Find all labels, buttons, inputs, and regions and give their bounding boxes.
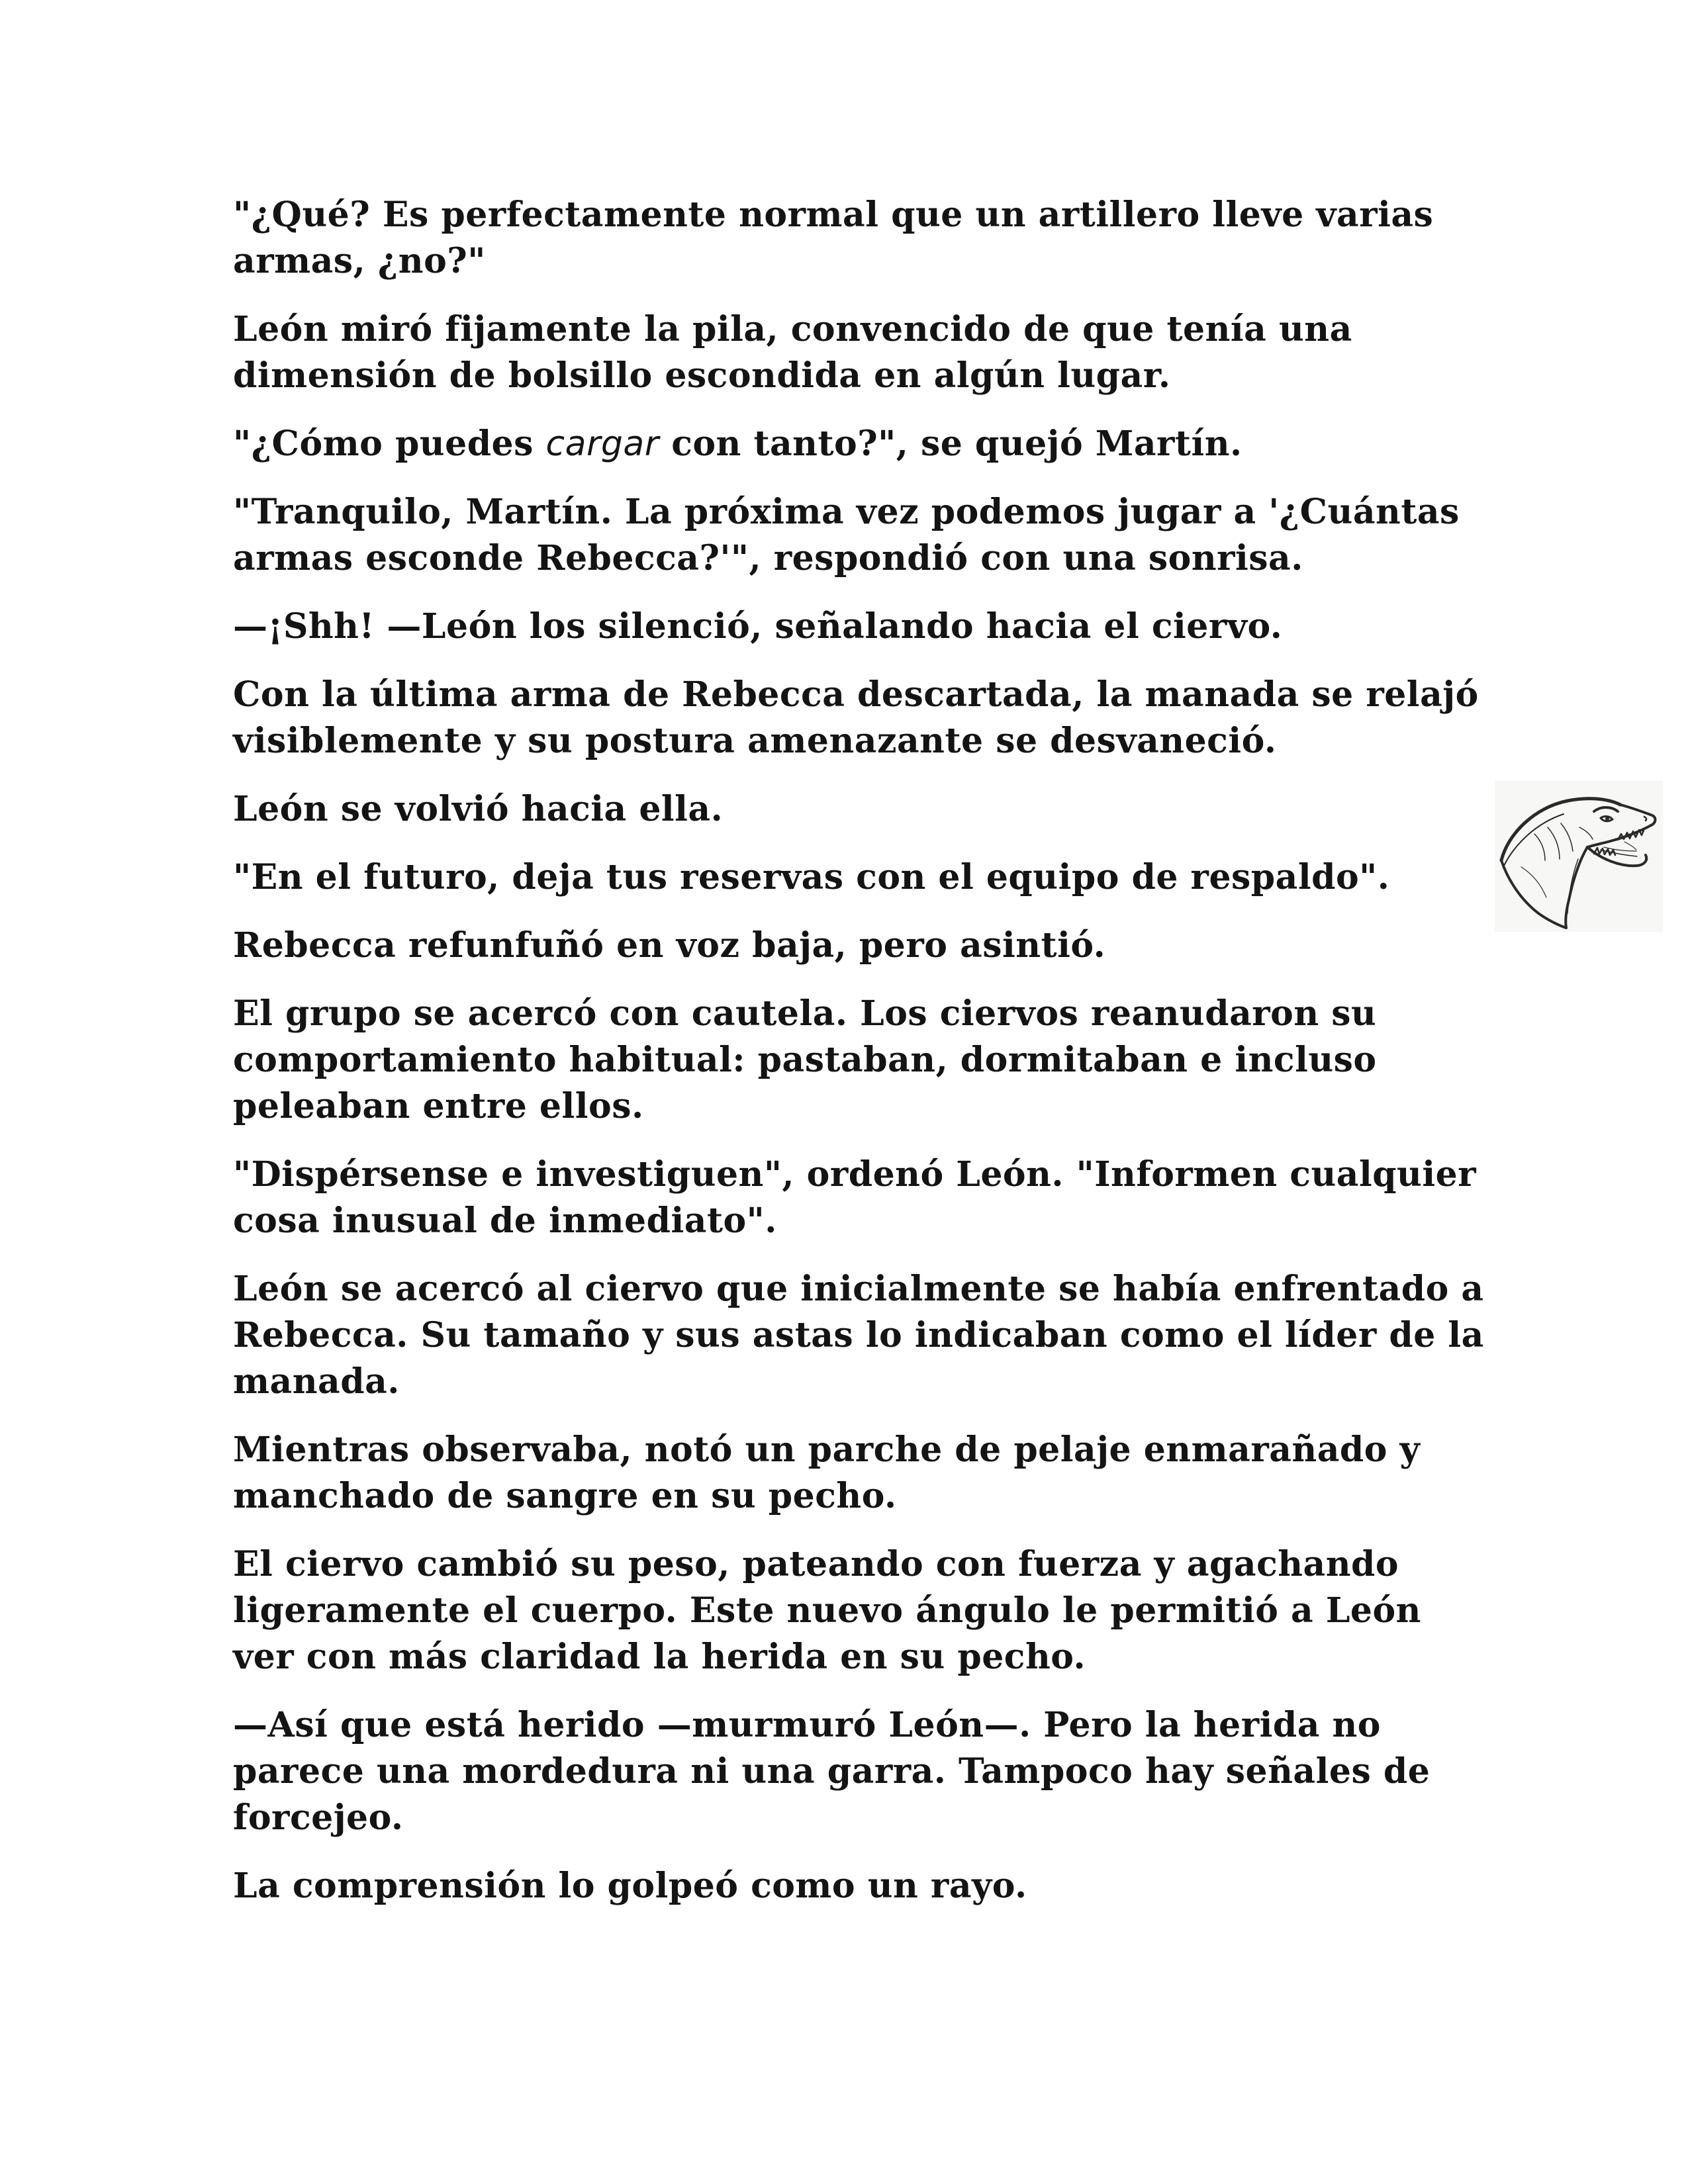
paragraph: "Dispérsense e investiguen", ordenó León. "Informen cualquier cosa inusual de inmediato". — [233, 1154, 1477, 1241]
paragraph: —Así que está herido —murmuró León—. Pero la herida no parece una mordedura ni una garra. Tampoco hay señales de forcejeo. — [233, 1705, 1430, 1838]
paragraph: León se volvió hacia ella. — [233, 789, 724, 829]
paragraph: La comprensión lo golpeó como un rayo. — [233, 1866, 1027, 1906]
dinosaur-sketch-icon — [1495, 781, 1663, 932]
paragraph: "Tranquilo, Martín. La próxima vez podemos jugar a '¿Cuántas armas esconde Rebecca?'", respondió con una sonrisa. — [233, 492, 1460, 578]
story-text — [233, 192, 1491, 1931]
paragraph: Con la última arma de Rebecca descartada, la manada se relajó visiblemente y su postura amenazante se desvaneció. — [233, 674, 1479, 761]
paragraph: Mientras observaba, notó un parche de pelaje enmarañado y manchado de sangre en su pecho. — [233, 1430, 1421, 1516]
paragraph: León se acercó al ciervo que inicialmente se había enfrentado a Rebecca. Su tamaño y sus astas lo indicaban como el líder de la manada. — [233, 1269, 1484, 1402]
dinosaur-sketch-drawing — [1495, 781, 1663, 932]
paragraph: El ciervo cambió su peso, pateando con fuerza y agachando ligeramente el cuerpo. Este nuevo ángulo le permitió a León ver con más claridad la herida en su pecho. — [233, 1544, 1421, 1677]
paragraph: —¡Shh! —León los silenció, señalando hacia el ciervo. — [233, 606, 1283, 647]
paragraph: "¿Qué? Es perfectamente normal que un artillero lleve varias armas, ¿no?" — [233, 195, 1434, 281]
paragraph: "En el futuro, deja tus reservas con el equipo de respaldo". — [233, 857, 1390, 897]
paragraph-text: "¿Cómo puedes — [233, 424, 546, 464]
paragraph — [233, 421, 1491, 467]
paragraph: Rebecca refunfuñó en voz baja, pero asintió. — [233, 925, 1106, 966]
emphasized-word: cargar — [545, 424, 659, 464]
paragraph-text: con tanto?", se quejó Martín. — [659, 424, 1243, 464]
paragraph: El grupo se acercó con cautela. Los ciervos reanudaron su comportamiento habitual: pastaban, dormitaban e incluso peleaban entre ellos. — [233, 993, 1377, 1126]
paragraph: León miró fijamente la pila, convencido de que tenía una dimensión de bolsillo escondida en algún lugar. — [233, 309, 1352, 396]
